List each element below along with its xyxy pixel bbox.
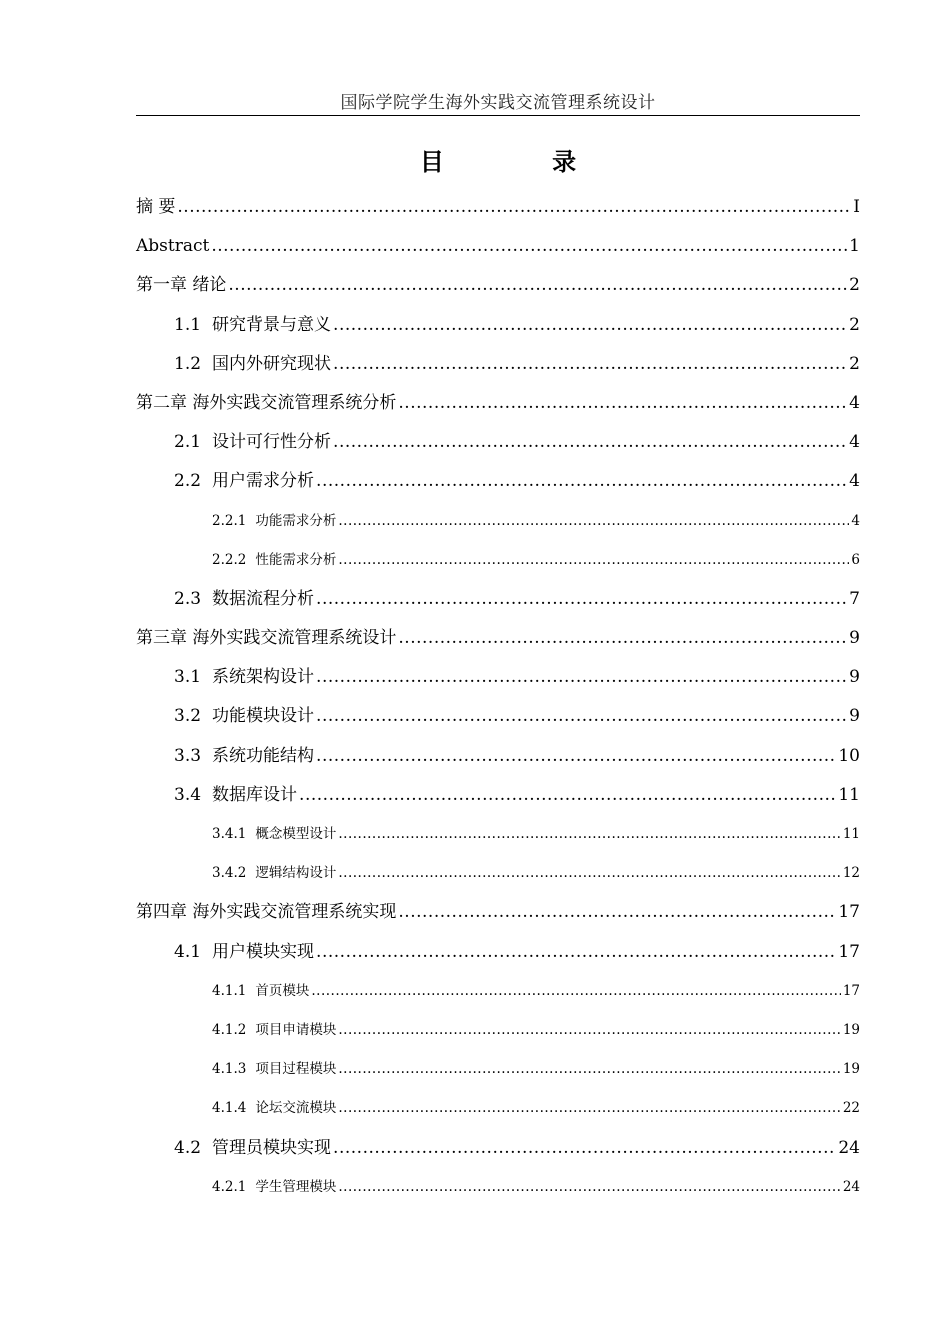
toc-entry-label: 系统架构设计 [212, 667, 315, 688]
toc-entry-label: 项目申请模块 [255, 1021, 337, 1038]
toc-leader-dots [211, 227, 847, 266]
toc-entry-page: 2 [849, 314, 860, 335]
toc-entry-label: 用户需求分析 [212, 471, 315, 492]
toc-entry[interactable] [136, 502, 860, 541]
toc-entry-page: 19 [842, 1021, 860, 1038]
toc-title: 目 录 [419, 148, 627, 176]
toc-entry-number: 3.4 [174, 784, 202, 805]
toc-entry-number: 3.3 [174, 745, 202, 766]
toc-entry-page: 19 [842, 1061, 860, 1078]
toc-entry-page: 4 [851, 512, 860, 529]
toc-leader-dots [338, 502, 849, 541]
toc-entry-number: 1.1 [174, 314, 202, 335]
toc-leader-dots [316, 737, 836, 776]
toc-entry-label: 第三章 海外实践交流管理系统设计 [136, 628, 397, 649]
toc-leader-dots [333, 1129, 836, 1168]
toc-entry[interactable] [136, 776, 860, 815]
toc-entry-label: 摘 要 [136, 197, 176, 217]
toc-entry-label: 首页模块 [255, 982, 310, 999]
toc-entry-number: 2.2 [174, 471, 202, 492]
toc-entry[interactable] [136, 423, 860, 462]
toc-entry[interactable] [136, 1089, 860, 1128]
toc-leader-dots [338, 541, 849, 580]
toc-entry[interactable] [136, 1011, 860, 1050]
toc-entry-page: 24 [838, 1137, 860, 1158]
toc-entry-label: 第一章 绪论 [136, 275, 227, 296]
toc-entry-label: 概念模型设计 [255, 826, 337, 842]
toc-leader-dots [316, 658, 847, 697]
toc-entry-page: 4 [849, 432, 860, 453]
toc-entry-number: 3.4.1 [212, 826, 247, 842]
toc-entry[interactable] [136, 893, 860, 932]
toc-leader-dots [299, 776, 836, 815]
toc-entry-label: 第二章 海外实践交流管理系统分析 [136, 392, 397, 413]
toc-entry-label: Abstract [136, 236, 210, 257]
toc-entry-number: 4.2.1 [212, 1178, 247, 1195]
toc-entry-label: 项目过程模块 [255, 1061, 337, 1078]
toc-entry-label: 逻辑结构设计 [255, 865, 337, 882]
toc-entry[interactable] [136, 227, 860, 266]
toc-entry-label: 数据流程分析 [212, 588, 315, 609]
toc-entry[interactable] [136, 266, 860, 305]
toc-leader-dots [333, 306, 847, 345]
toc-entry-number: 2.2.1 [212, 512, 247, 529]
toc-entry-page: 7 [849, 588, 860, 609]
toc-entry-label: 研究背景与意义 [212, 314, 332, 335]
toc-entry-page: 24 [842, 1178, 860, 1195]
toc-entry-page: 6 [851, 551, 860, 568]
toc-entry-page: 11 [842, 826, 860, 842]
toc-leader-dots [398, 619, 847, 658]
toc-entry-number: 2.2.2 [212, 551, 247, 568]
toc-leader-dots [311, 972, 840, 1011]
toc-entry[interactable] [136, 580, 860, 619]
toc-entry[interactable] [136, 188, 860, 227]
toc-entry-label: 功能模块设计 [212, 706, 315, 727]
toc-entry-label: 系统功能结构 [212, 745, 315, 766]
toc-entry[interactable] [136, 972, 860, 1011]
toc-leader-dots [316, 933, 836, 972]
toc-entry-page: 1 [849, 236, 860, 257]
toc-entry[interactable] [136, 815, 860, 854]
toc-entry[interactable] [136, 345, 860, 384]
toc-entry-page: 9 [849, 667, 860, 688]
header-rule [136, 115, 860, 116]
toc-leader-dots [398, 893, 836, 932]
toc-entry-page: 17 [842, 982, 860, 999]
toc-entry-label: 管理员模块实现 [212, 1137, 332, 1158]
toc-entry[interactable] [136, 462, 860, 501]
toc-leader-dots [338, 854, 840, 893]
toc-entry-page: 17 [838, 941, 860, 962]
toc-entry-page: 4 [849, 392, 860, 413]
toc-leader-dots [316, 462, 847, 501]
toc-entry[interactable] [136, 306, 860, 345]
toc-entry[interactable] [136, 933, 860, 972]
toc-leader-dots [338, 1011, 840, 1050]
toc-entry-page: 10 [838, 745, 860, 766]
toc-entry-number: 4.1 [174, 941, 202, 962]
toc-entry-label: 国内外研究现状 [212, 353, 332, 374]
toc-leader-dots [398, 384, 847, 423]
toc-leader-dots [333, 423, 847, 462]
toc-entry-page: 11 [838, 784, 860, 805]
toc-entry[interactable] [136, 697, 860, 736]
toc-entry[interactable] [136, 1168, 860, 1207]
toc-entry-page: 22 [842, 1100, 860, 1117]
toc-leader-dots [338, 1089, 840, 1128]
toc-entry-page: 4 [849, 471, 860, 492]
toc-entry-label: 第四章 海外实践交流管理系统实现 [136, 902, 397, 923]
toc-entry[interactable] [136, 854, 860, 893]
toc-leader-dots [338, 1050, 840, 1089]
toc-entry[interactable] [136, 619, 860, 658]
toc-entry[interactable] [136, 541, 860, 580]
toc-entry-page: 2 [849, 353, 860, 374]
table-of-contents [136, 188, 860, 1207]
toc-leader-dots [316, 697, 847, 736]
toc-entry-number: 3.2 [174, 706, 202, 727]
toc-leader-dots [338, 815, 840, 854]
toc-entry-page: 17 [838, 902, 860, 923]
toc-leader-dots [333, 345, 847, 384]
toc-entry-number: 3.4.2 [212, 865, 247, 882]
toc-entry-number: 2.3 [174, 588, 202, 609]
toc-entry-page: 9 [849, 706, 860, 727]
toc-leader-dots [177, 188, 851, 227]
toc-entry-number: 4.1.4 [212, 1100, 247, 1117]
toc-entry-label: 设计可行性分析 [212, 432, 332, 453]
toc-leader-dots [316, 580, 847, 619]
toc-entry-number: 2.1 [174, 432, 202, 453]
toc-entry-page: 2 [849, 275, 860, 296]
toc-entry-page: I [853, 197, 860, 217]
toc-entry-page: 9 [849, 628, 860, 649]
toc-entry-number: 4.1.2 [212, 1021, 247, 1038]
toc-entry-number: 4.1.1 [212, 982, 247, 999]
toc-entry-number: 3.1 [174, 667, 202, 688]
toc-entry-number: 4.1.3 [212, 1061, 247, 1078]
toc-leader-dots [338, 1168, 840, 1207]
toc-entry-page: 12 [842, 865, 860, 882]
toc-entry-number: 1.2 [174, 353, 202, 374]
toc-entry-label: 论坛交流模块 [255, 1100, 337, 1117]
toc-entry[interactable] [136, 658, 860, 697]
toc-entry-label: 功能需求分析 [255, 512, 337, 529]
toc-entry-label: 用户模块实现 [212, 941, 315, 962]
toc-entry-number: 4.2 [174, 1137, 202, 1158]
toc-leader-dots [228, 266, 847, 305]
running-header: 国际学院学生海外实践交流管理系统设计 [340, 93, 656, 113]
toc-entry-label: 数据库设计 [212, 784, 298, 805]
toc-entry[interactable] [136, 1129, 860, 1168]
toc-entry-label: 性能需求分析 [255, 551, 337, 568]
toc-entry[interactable] [136, 1050, 860, 1089]
toc-entry-label: 学生管理模块 [255, 1178, 337, 1195]
toc-entry[interactable] [136, 737, 860, 776]
toc-entry[interactable] [136, 384, 860, 423]
